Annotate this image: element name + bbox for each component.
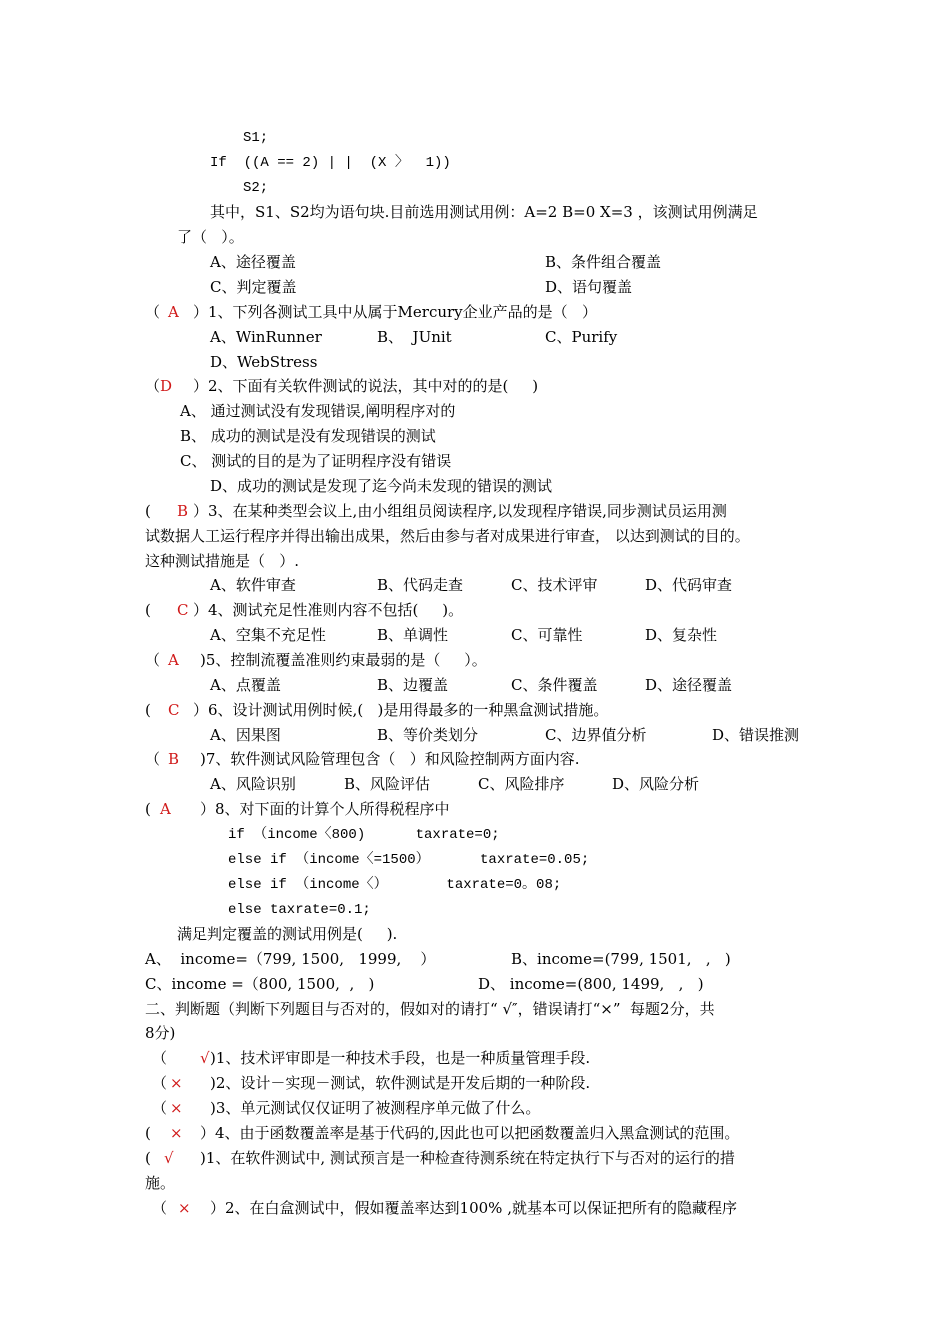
option-c: C、边界值分析	[545, 726, 647, 744]
question-stem: 满足判定覆盖的测试用例是( ).	[177, 925, 398, 943]
tf-statement: )3、单元测试仅仅证明了被测程序单元做了什么。	[210, 1099, 541, 1117]
answer-mark: B	[177, 502, 189, 520]
answer-mark: √	[200, 1049, 210, 1067]
paren-open: （	[152, 1049, 168, 1067]
code-line: S1;	[243, 130, 269, 146]
question-stem: ）2、下面有关软件测试的说法，其中对的的是( )	[193, 377, 539, 395]
option-a: A、途径覆盖	[210, 253, 296, 271]
code-line: else if （income〈=1500） taxrate=0.05;	[228, 852, 590, 868]
option-d: D、WebStress	[210, 353, 318, 371]
option-b: B、单调性	[377, 626, 449, 644]
paren-open: （	[152, 1099, 168, 1117]
answer-mark: B	[168, 750, 180, 768]
option-d: D、成功的测试是发现了迄今尚未发现的错误的测试	[210, 477, 553, 495]
paren-open: (	[145, 800, 151, 818]
paren-open: (	[145, 502, 151, 520]
question-stem: ）4、测试充足性准则内容不包括( )。	[193, 601, 464, 619]
question-stem: ）6、设计测试用例时候,( )是用得最多的一种黑盒测试措施。	[193, 701, 609, 719]
question-stem: ）8、对下面的计算个人所得税程序中	[200, 800, 450, 818]
option-c: C、Purify	[545, 328, 618, 346]
tf-statement: )2、设计－实现－测试，软件测试是开发后期的一种阶段.	[210, 1074, 591, 1092]
option-c: C、条件覆盖	[511, 676, 598, 694]
option-c: C、 测试的目的是为了证明程序没有错误	[180, 452, 452, 470]
answer-mark: C	[177, 601, 189, 619]
option-a: A、WinRunner	[210, 328, 322, 346]
option-b: B、 成功的测试是没有发现错误的测试	[180, 427, 436, 445]
question-stem: 其中，S1、S2均为语句块.目前选用测试用例：A=2 B=0 X=3 ，该测试用例满足	[210, 203, 758, 221]
question-stem: )5、控制流覆盖准则约束最弱的是（ ）。	[200, 651, 487, 669]
answer-mark: A	[168, 651, 179, 669]
question-stem: 了（ ）。	[177, 228, 244, 246]
option-a: A、空集不充足性	[210, 626, 326, 644]
option-c: C、风险排序	[478, 775, 565, 793]
paren-open: (	[145, 1149, 151, 1167]
option-c: C、可靠性	[511, 626, 583, 644]
option-d: D、 income=(800, 1499, , )	[478, 975, 704, 993]
answer-mark: √	[164, 1149, 174, 1167]
paren-open: （	[152, 1074, 168, 1092]
code-line: If ((A == 2) | | (X 〉 1))	[210, 155, 451, 171]
option-a: A、软件审查	[210, 576, 296, 594]
option-c: C、income =（800, 1500, , )	[145, 975, 375, 993]
paren-open: （	[152, 1199, 168, 1217]
section-heading: 8分)	[145, 1024, 176, 1042]
paren-open: （	[145, 377, 161, 395]
option-b: B、条件组合覆盖	[545, 253, 662, 271]
option-d: D、复杂性	[645, 626, 718, 644]
tf-statement: ）4、由于函数覆盖率是基于代码的,因此也可以把函数覆盖归入黑盒测试的范围。	[200, 1124, 740, 1142]
answer-mark: A	[160, 800, 171, 818]
paren-open: (	[145, 701, 151, 719]
paren-open: (	[145, 1124, 151, 1142]
paren-open: （	[145, 303, 161, 321]
option-a: A、点覆盖	[210, 676, 281, 694]
option-d: D、错误推测	[712, 726, 800, 744]
option-b: B、income=(799, 1501, , )	[511, 950, 731, 968]
tf-statement: ）2、在白盒测试中，假如覆盖率达到100% ,就基本可以保证把所有的隐藏程序	[210, 1199, 737, 1217]
option-d: D、代码审查	[645, 576, 733, 594]
option-b: B、风险评估	[344, 775, 431, 793]
option-c: C、判定覆盖	[210, 278, 297, 296]
option-d: D、风险分析	[612, 775, 700, 793]
tf-statement: 施。	[145, 1174, 176, 1192]
option-d: D、语句覆盖	[545, 278, 633, 296]
question-stem: 试数据人工运行程序并得出输出成果，然后由参与者对成果进行审查， 以达到测试的目的。	[145, 527, 750, 545]
answer-mark: ×	[170, 1099, 183, 1117]
paren-open: （	[145, 750, 161, 768]
option-a: A、因果图	[210, 726, 281, 744]
question-stem: )7、软件测试风险管理包含（ ）和风险控制两方面内容.	[200, 750, 580, 768]
option-a: A、 income=（799, 1500, 1999, ）	[145, 950, 436, 968]
option-b: B、边覆盖	[377, 676, 449, 694]
answer-mark: ×	[178, 1199, 191, 1217]
question-stem: ）3、在某种类型会议上,由小组组员阅读程序,以发现程序错误,同步测试员运用测	[193, 502, 727, 520]
section-heading: 二、判断题（判断下列题目与否对的，假如对的请打“ √″，错误请打“×” 每题2分，共	[145, 1000, 715, 1018]
tf-statement: )1、在软件测试中, 测试预言是一种检查待测系统在特定执行下与否对的运行的措	[200, 1149, 735, 1167]
option-b: B、等价类划分	[377, 726, 479, 744]
code-line: if （income〈800) taxrate=0;	[228, 827, 500, 843]
tf-statement: )1、技术评审即是一种技术手段，也是一种质量管理手段.	[210, 1049, 591, 1067]
answer-mark: A	[168, 303, 179, 321]
option-c: C、技术评审	[511, 576, 598, 594]
paren-open: (	[145, 601, 151, 619]
question-stem: ）1、下列各测试工具中从属于Mercury企业产品的是（ ）	[193, 303, 597, 321]
option-b: B、代码走查	[377, 576, 464, 594]
option-a: A、风险识别	[210, 775, 296, 793]
code-line: S2;	[243, 180, 269, 196]
answer-mark: ×	[170, 1074, 183, 1092]
paren-open: （	[145, 651, 161, 669]
answer-mark: ×	[170, 1124, 183, 1142]
option-b: B、 JUnit	[377, 328, 452, 346]
answer-mark: C	[168, 701, 180, 719]
code-line: else if （income〈） taxrate=0。08;	[228, 877, 562, 893]
option-d: D、途径覆盖	[645, 676, 733, 694]
option-a: A、 通过测试没有发现错误,阐明程序对的	[180, 402, 456, 420]
answer-mark: D	[160, 377, 173, 395]
question-stem: 这种测试措施是（ ）.	[145, 552, 300, 570]
code-line: else taxrate=0.1;	[228, 902, 371, 918]
